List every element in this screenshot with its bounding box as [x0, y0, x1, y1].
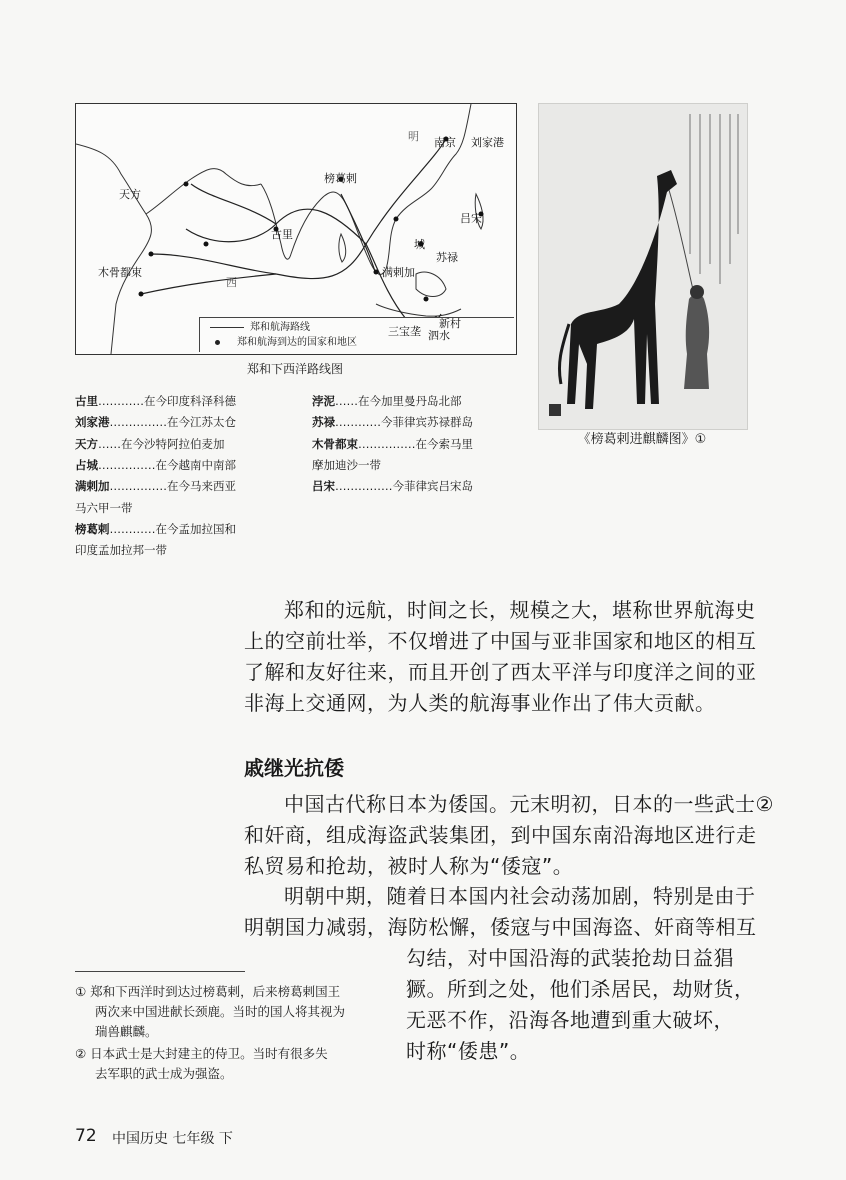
route-java [366, 244, 441, 323]
voyage-route-map [75, 103, 517, 355]
map-label-tianfang: 天方 [119, 188, 141, 201]
text-line: 上的空前壮举，不仅增进了中国与亚非国家和地区的相互 [244, 629, 757, 653]
place-leader: …………… [109, 415, 167, 430]
footnote-line: 瑞兽麒麟。 [95, 1024, 158, 1039]
map-label-sulu: 苏禄 [436, 251, 458, 264]
place-name: 古里 [75, 394, 98, 408]
place-entry [312, 413, 473, 432]
legend-places-row: 郑和航海到达的国家和地区 [200, 336, 357, 350]
map-label-nanjing: 南京 [434, 136, 456, 149]
place-description: 在今孟加拉国和 [155, 521, 236, 536]
footnote-line: 两次来中国进献长颈鹿。当时的国人将其视为 [95, 1004, 346, 1019]
text-line: 时称“倭患”。 [406, 1039, 531, 1063]
inscription-column [719, 114, 721, 284]
place-entry [75, 520, 236, 539]
place-description: 在今马来西亚 [167, 479, 236, 494]
place-entry [75, 456, 236, 475]
text-line: 和奸商，组成海盗武装集团，到中国东南沿海地区进行走 [244, 823, 757, 847]
place-dot [374, 270, 379, 275]
place-leader: …… [335, 394, 358, 408]
inscription-column [737, 114, 739, 234]
china-coast [386, 104, 471, 269]
inscription-column [689, 114, 691, 254]
place-description: 马六甲一带 [75, 500, 133, 515]
attendant-figure [684, 294, 709, 389]
text-line: 私贸易和抢劫，被时人称为“倭寇”。 [244, 854, 574, 878]
place-leader: …………… [109, 479, 167, 494]
text-line: 了解和友好往来，而且开创了西太平洋与印度洋之间的亚 [244, 660, 757, 684]
place-name: 满剌加 [75, 479, 110, 494]
place-entry [312, 477, 473, 496]
text-line: 獗。所到之处，他们杀居民，劫财货， [406, 977, 755, 1001]
place-dot [184, 182, 189, 187]
map-label-xi: 西 [226, 276, 237, 289]
map-label-ming: 明 [408, 130, 419, 143]
place-name: 苏禄 [312, 415, 335, 430]
place-name: 木骨都束 [312, 436, 358, 451]
map-legend [199, 317, 514, 352]
map-label-sishui: 泗水 [428, 329, 450, 342]
place-description: 摩加迪沙一带 [312, 457, 381, 472]
place-description: 印度孟加拉邦一带 [75, 543, 167, 558]
map-label-bangela: 榜葛剌 [324, 172, 357, 185]
footnote-line: ② 日本武士是大封建主的侍卫。当时有很多失 [75, 1046, 328, 1061]
text-line: 勾结，对中国沿海的武装抢劫日益猖 [406, 946, 734, 970]
giraffe-painting [538, 103, 748, 430]
route-africa [141, 274, 276, 294]
place-name: 天方 [75, 436, 98, 451]
place-leader: ………… [98, 394, 144, 408]
giraffe-figure [567, 170, 677, 409]
place-description: 在今加里曼丹岛北部 [358, 394, 462, 408]
place-entry-continued [312, 456, 381, 475]
place-name: 榜葛剌 [75, 521, 110, 536]
inscription-column [699, 114, 701, 274]
text-line: 无恶不作，沿海各地遭到重大破坏， [406, 1008, 734, 1032]
place-leader: …………… [335, 479, 393, 494]
place-name: 刘家港 [75, 415, 110, 430]
place-name: 占城 [75, 457, 98, 472]
place-entry [312, 435, 473, 454]
sri-lanka [339, 234, 346, 262]
map-label-mugudushu: 木骨都束 [98, 266, 142, 279]
map-caption: 郑和下西洋路线图 [246, 362, 343, 376]
place-description: 今菲律宾吕宋岛 [392, 479, 473, 494]
text-line: 非海上交通网，为人类的航海事业作出了伟大贡献。 [244, 691, 716, 715]
route-main [151, 139, 446, 279]
place-dot [424, 297, 429, 302]
page-number: 72 [75, 1126, 97, 1146]
text-line: 郑和的远航，时间之长，规模之大，堪称世界航海史 [284, 598, 756, 622]
text-line: 明朝中期，随着日本国内社会动荡加剧，特别是由于 [284, 884, 756, 908]
place-entry-continued [75, 541, 167, 560]
seal-stamp [549, 404, 561, 416]
place-entry [75, 477, 236, 496]
map-label-guli: 古里 [271, 228, 293, 241]
route-arabia [191, 184, 276, 224]
giraffe-caption: 《榜葛剌进麒麟图》① [577, 432, 707, 447]
place-leader: ………… [335, 415, 381, 430]
attendant-head [690, 285, 704, 299]
place-dot [149, 252, 154, 257]
place-leader: ………… [109, 521, 156, 536]
text-line: 中国古代称日本为倭国。元末明初，日本的一些武士② [284, 792, 774, 816]
legend-route-row: 郑和航海路线 [210, 321, 310, 335]
place-leader: …………… [358, 436, 416, 451]
text-line: 明朝国力减弱，海防松懈，倭寇与中国海盗、奸商等相互 [244, 915, 757, 939]
place-description: 在今印度科泽科德 [144, 394, 236, 408]
map-label-xincun: 新村 [439, 317, 461, 330]
place-dot [139, 292, 144, 297]
inscription-column [729, 114, 731, 264]
place-entry [312, 392, 462, 411]
map-label-manlajia: 满剌加 [382, 266, 415, 279]
book-title: 中国历史 七年级 下 [112, 1131, 233, 1147]
place-name: 浡泥 [312, 394, 335, 408]
place-dot [204, 242, 209, 247]
map-label-sanbaolong: 三宝垄 [388, 325, 421, 338]
place-dot-icon [215, 340, 220, 345]
borneo [416, 272, 446, 296]
place-description: 在今索马里 [415, 436, 473, 451]
place-leader: …………… [98, 457, 156, 472]
place-description: 在今江苏太仓 [167, 415, 236, 430]
giraffe-drawing [539, 104, 747, 429]
place-leader: …… [98, 436, 121, 451]
inscription-column [709, 114, 711, 264]
place-entry [75, 392, 236, 411]
map-label-lvsong: 吕宋 [460, 212, 482, 225]
footnote-line: 去军职的武士成为强盗。 [95, 1066, 233, 1081]
place-description: 今菲律宾苏禄群岛 [381, 415, 473, 430]
place-dot [394, 217, 399, 222]
place-description: 在今沙特阿拉伯麦加 [121, 436, 225, 451]
place-entry-continued [75, 499, 133, 518]
place-description: 在今越南中南部 [155, 457, 236, 472]
map-label-zhancheng: 城 [414, 238, 425, 251]
footnote-rule [75, 971, 245, 972]
route-line-icon [210, 327, 244, 328]
map-label-liujiagang: 刘家港 [471, 136, 504, 149]
giraffe-tail [559, 324, 569, 384]
africa-coast [76, 144, 151, 354]
section-heading: 戚继光抗倭 [244, 756, 344, 780]
place-name: 吕宋 [312, 479, 335, 494]
place-entry [75, 413, 236, 432]
place-entry [75, 435, 225, 454]
footnote-line: ① 郑和下西洋时到达过榜葛剌，后来榜葛剌国王 [75, 984, 341, 999]
